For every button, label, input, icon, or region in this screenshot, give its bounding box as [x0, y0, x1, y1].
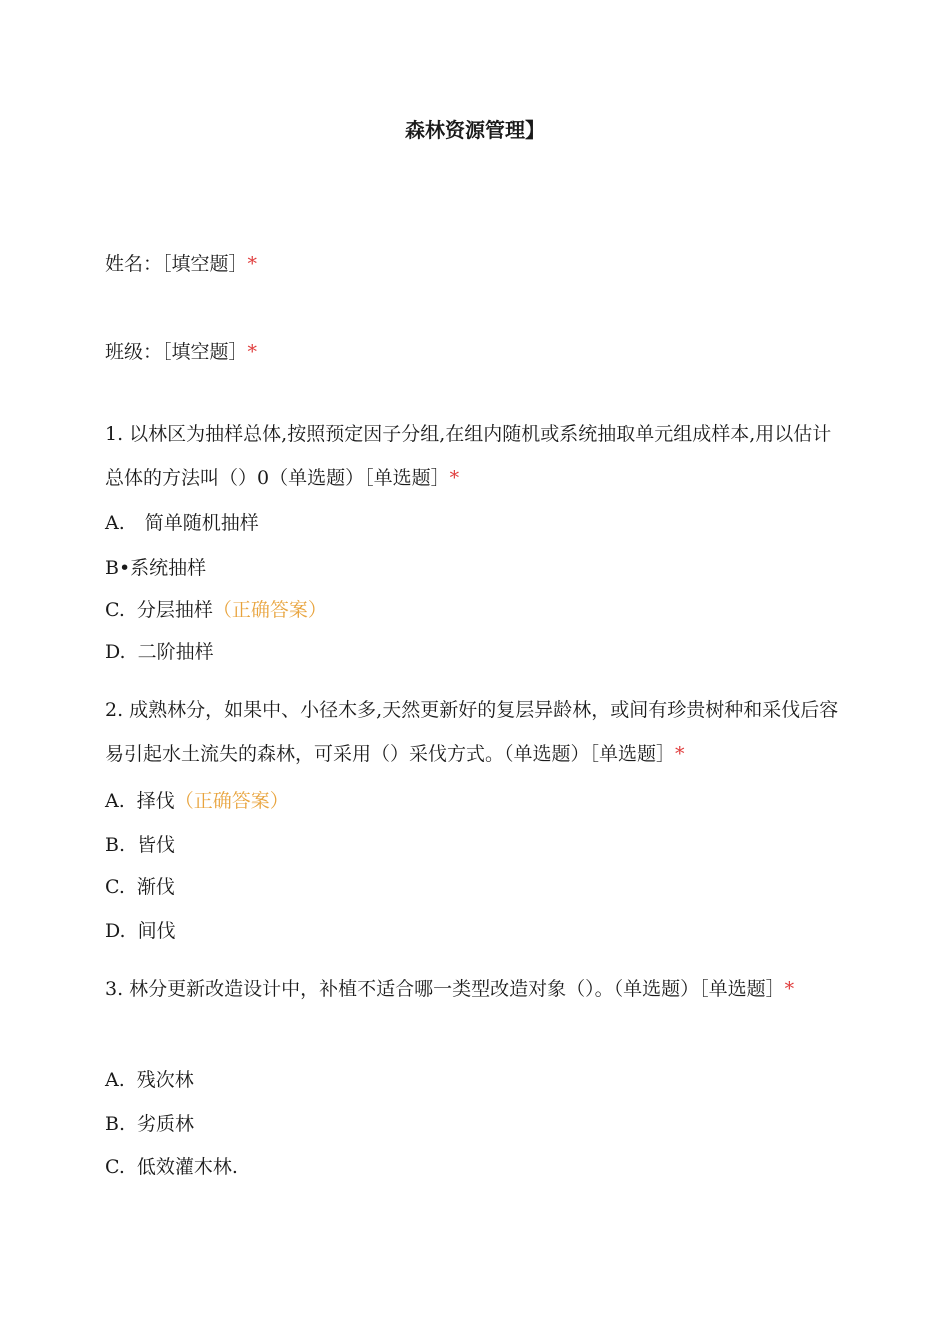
option-letter: D. — [105, 920, 126, 942]
option-letter: A. — [105, 1069, 125, 1091]
question-2-stem: 2. 成熟林分，如果中、小径木多,天然更新好的复层异龄林，或间有珍贵树种和采伐后容易引起水土流失的森林，可采用（）采伐方式。（单选题）［单选题］ — [105, 699, 839, 765]
page-title: 森林资源管理】 — [405, 118, 545, 142]
option-text: 皆伐 — [137, 834, 176, 856]
field-class-type: ［填空题］ — [162, 341, 248, 363]
question-3-stem: 3. 林分更新改造设计中，补植不适合哪一类型改造对象（）。（单选题）［单选题］ — [105, 978, 785, 1000]
option-text: 间伐 — [137, 920, 176, 942]
option-letter: B• — [105, 557, 131, 579]
option-text: 系统抽样 — [130, 557, 207, 579]
question-1-option-c — [105, 597, 327, 623]
option-text: 分层抽样 — [136, 599, 213, 621]
option-text: 择伐 — [136, 790, 175, 812]
option-letter: D. — [105, 641, 126, 663]
question-1-option-b — [105, 555, 206, 581]
field-name-type: ［填空题］ — [162, 253, 248, 275]
question-3-option-c — [105, 1154, 238, 1180]
question-2-text — [105, 688, 845, 776]
required-marker: * — [247, 253, 258, 275]
correct-answer-mark: （正确答案） — [212, 599, 327, 621]
question-1-text — [105, 412, 845, 500]
field-class — [105, 339, 257, 365]
option-letter: B. — [105, 1113, 126, 1135]
option-letter: C. — [105, 876, 125, 898]
field-name-label: 姓名： — [105, 253, 163, 275]
question-3-option-b — [105, 1111, 194, 1137]
required-marker: * — [784, 978, 795, 1000]
option-text: 残次林 — [136, 1069, 194, 1091]
option-letter: A. — [105, 790, 125, 812]
field-name — [105, 251, 257, 277]
option-text: 劣质林 — [137, 1113, 195, 1135]
required-marker: * — [449, 467, 460, 489]
question-1-stem: 1. 以林区为抽样总体,按照预定因子分组,在组内随机或系统抽取单元组成样本,用以估计总体的方法叫（）0（单选题）［单选题］ — [105, 423, 832, 489]
question-3-text — [105, 967, 845, 1011]
question-2-option-b — [105, 832, 175, 858]
question-1-option-d — [105, 639, 214, 665]
question-3-option-a — [105, 1067, 194, 1093]
option-text: 二阶抽样 — [137, 641, 214, 663]
question-2-option-c — [105, 874, 175, 900]
option-text: 渐伐 — [136, 876, 175, 898]
option-letter: C. — [105, 1156, 125, 1178]
required-marker: * — [247, 341, 258, 363]
field-class-label: 班级： — [105, 341, 163, 363]
option-text: 简单随机抽样 — [144, 512, 259, 534]
question-1-option-a — [105, 510, 259, 536]
question-2-option-a — [105, 788, 289, 814]
required-marker: * — [675, 743, 685, 765]
option-text: 低效灌木林. — [136, 1156, 238, 1178]
option-letter: A. — [105, 512, 125, 534]
option-letter: B. — [105, 834, 126, 856]
correct-answer-mark: （正确答案） — [174, 790, 289, 812]
question-2-option-d — [105, 918, 176, 944]
option-letter: C. — [105, 599, 125, 621]
